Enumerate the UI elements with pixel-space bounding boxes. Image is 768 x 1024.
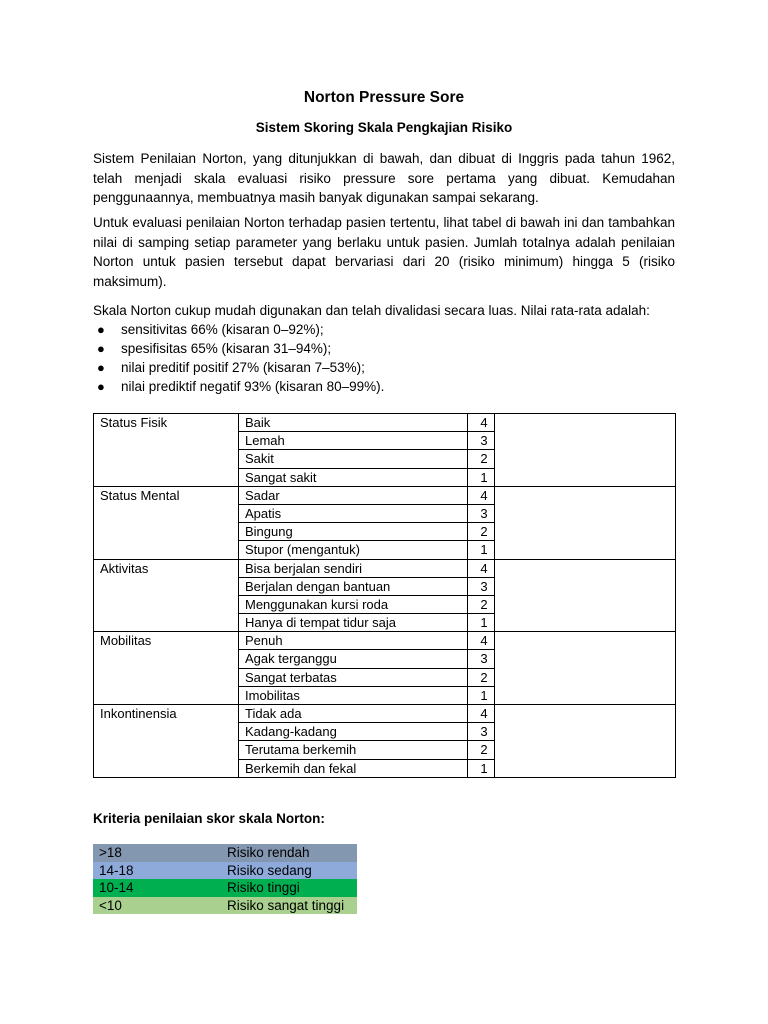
score-range: >18 [99,845,122,860]
score-cell: 1 [468,468,495,486]
parameter-cell: Bisa berjalan sendiri [239,559,468,577]
table-row [94,632,676,650]
criteria-table [93,844,357,914]
parameter-cell: Sangat terbatas [239,668,468,686]
parameter-cell: Hanya di tempat tidur saja [239,614,468,632]
category-cell: Status Fisik [94,414,239,487]
category-cell: Status Mental [94,486,239,559]
score-cell: 3 [468,432,495,450]
score-cell: 1 [468,541,495,559]
criteria-row [93,897,357,915]
score-cell: 1 [468,686,495,704]
criteria-row [93,844,357,862]
score-range: 10-14 [99,880,134,895]
score-cell: 2 [468,595,495,613]
score-cell: 4 [468,486,495,504]
score-cell: 3 [468,650,495,668]
parameter-cell: Lemah [239,432,468,450]
criteria-row [93,879,357,897]
parameter-cell: Berjalan dengan bantuan [239,577,468,595]
score-cell: 4 [468,705,495,723]
score-cell: 3 [468,723,495,741]
parameter-cell: Tidak ada [239,705,468,723]
score-cell: 4 [468,559,495,577]
parameter-cell: Agak terganggu [239,650,468,668]
category-cell: Mobilitas [94,632,239,705]
category-cell: Aktivitas [94,559,239,632]
score-cell: 1 [468,614,495,632]
patient-score-cell[interactable] [495,705,676,778]
risk-level: Risiko tinggi [227,880,300,895]
score-cell: 3 [468,504,495,522]
parameter-cell: Stupor (mengantuk) [239,541,468,559]
risk-level: Risiko sangat tinggi [227,897,345,913]
parameter-cell: Sakit [239,450,468,468]
patient-score-cell[interactable] [495,632,676,705]
list-item: ● sensitivitas 66% (kisaran 0‒92%); [97,322,324,337]
table-row [94,705,676,723]
risk-level: Risiko sedang [227,862,312,878]
table-row [94,559,676,577]
norton-score-table [93,413,676,778]
list-item: ● nilai preditif positif 27% (kisaran 7‒53%); [97,360,365,375]
parameter-cell: Imobilitas [239,686,468,704]
table-row [94,414,676,432]
parameter-cell: Penuh [239,632,468,650]
criteria-heading: Kriteria penilaian skor skala Norton: [93,811,325,826]
score-cell: 2 [468,741,495,759]
risk-level: Risiko rendah [227,845,310,860]
patient-score-cell[interactable] [495,559,676,632]
parameter-cell: Terutama berkemih [239,741,468,759]
statistics-list [93,320,675,396]
score-cell: 2 [468,450,495,468]
bullet-icon: ● [97,379,105,394]
parameter-cell: Sangat sakit [239,468,468,486]
score-cell: 2 [468,523,495,541]
score-range: <10 [99,897,122,913]
document-title: Norton Pressure Sore [303,89,465,106]
instruction-paragraph: Untuk evaluasi penilaian Norton terhadap pasien tertentu, lihat tabel di bawah ini dan tambahkan nilai di samping setiap parameter yang berlaku untuk pasien. Jumlah totalnya adalah penilaian Norton untuk pasien tersebut dapat bervariasi dari 20 (risiko minimum) hingga 5 (risiko maksimum). [93,215,675,289]
parameter-cell: Menggunakan kursi roda [239,595,468,613]
score-cell: 2 [468,668,495,686]
score-cell: 3 [468,577,495,595]
parameter-cell: Berkemih dan fekal [239,759,468,777]
parameter-cell: Apatis [239,504,468,522]
list-item: ● spesifisitas 65% (kisaran 31‒94%); [97,341,332,356]
parameter-cell: Baik [239,414,468,432]
validation-paragraph: Skala Norton cukup mudah digunakan dan telah divalidasi secara luas. Nilai rata-rata adalah: [93,303,650,318]
category-cell: Inkontinensia [94,705,239,778]
score-cell: 4 [468,414,495,432]
intro-paragraph: Sistem Penilaian Norton, yang ditunjukkan di bawah, dan dibuat di Inggris pada tahun 1962, telah menjadi skala evaluasi risiko pressure sore pertama yang dibuat. Kemudahan penggunaannya, membuatnya masih banyak digunakan sampai sekarang. [93,151,675,205]
bullet-icon: ● [97,322,105,337]
bullet-icon: ● [97,341,105,356]
bullet-icon: ● [97,360,105,375]
score-range: 14-18 [99,862,134,878]
list-item: ● nilai prediktif negatif 93% (kisaran 80‒99%). [97,379,385,394]
criteria-row [93,862,357,880]
document-subtitle: Sistem Skoring Skala Pengkajian Risiko [255,120,513,135]
score-cell: 1 [468,759,495,777]
parameter-cell: Kadang-kadang [239,723,468,741]
table-row [94,486,676,504]
patient-score-cell[interactable] [495,486,676,559]
patient-score-cell[interactable] [495,414,676,487]
parameter-cell: Sadar [239,486,468,504]
score-cell: 4 [468,632,495,650]
parameter-cell: Bingung [239,523,468,541]
